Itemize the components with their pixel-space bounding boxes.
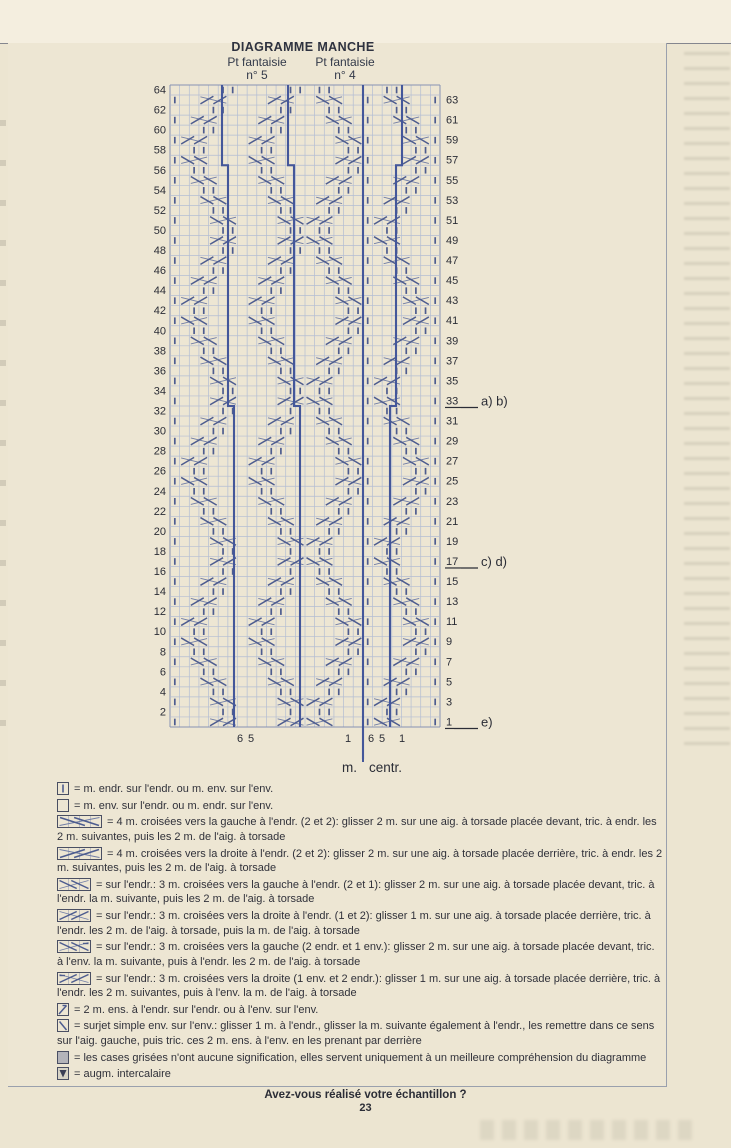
legend-item-text: = 4 m. croisées vers la droite à l'endr. (2 et 2): glisser 2 m. sur une aig. à torsade placée derrière, tric. à endr. les 2 m. suivantes, puis les 2 m. de l'aig. à torsade — [57, 847, 663, 875]
svg-text:30: 30 — [153, 425, 166, 438]
svg-text:38: 38 — [153, 345, 166, 358]
legend-item-text: = m. endr. sur l'endr. ou m. env. sur l'env. — [74, 783, 274, 795]
svg-text:10: 10 — [153, 626, 166, 639]
right-panel-heading — [293, 56, 397, 82]
c4l-symbol-icon — [57, 815, 102, 828]
left-panel-heading-line1: Pt fantaisie — [227, 55, 287, 69]
svg-text:25: 25 — [446, 475, 459, 488]
augm-symbol-icon — [57, 1067, 69, 1080]
svg-text:20: 20 — [153, 525, 166, 538]
svg-text:9: 9 — [446, 636, 453, 649]
svg-text:1: 1 — [446, 716, 453, 729]
svg-text:62: 62 — [153, 104, 166, 117]
svg-text:28: 28 — [153, 445, 166, 458]
c3r-symbol-icon — [57, 909, 91, 922]
svg-text:26: 26 — [153, 465, 166, 478]
legend-item-purl — [57, 799, 663, 814]
svg-text:35: 35 — [446, 375, 459, 388]
page-number: 23 — [359, 1102, 372, 1114]
legend-item-text: = sur l'endr.: 3 m. croisées vers la droite (1 env. et 2 endr.): glisser 1 m. sur une aig. à torsade placée derrière, tric. à l'endr. les 2 m. suivantes, puis à l'env. la m. de l'aig. à torsade — [57, 972, 661, 1000]
legend-item-text: = augm. intercalaire — [74, 1068, 171, 1081]
legend-item-text: = 4 m. croisées vers la gauche à l'endr. (2 et 2): glisser 2 m. sur une aig. à torsade placée devant, tric. à endr. les 2 m. suivantes, puis les 2 m. de l'aig. à torsade — [57, 816, 657, 843]
svg-text:6: 6 — [367, 733, 375, 745]
svg-text:60: 60 — [153, 124, 166, 137]
svg-text:53: 53 — [446, 194, 459, 207]
svg-text:13: 13 — [446, 596, 459, 609]
svg-text:12: 12 — [153, 606, 166, 619]
c3rp-symbol-icon — [57, 972, 91, 985]
svg-text:14: 14 — [153, 586, 166, 599]
svg-text:61: 61 — [446, 114, 459, 127]
right-panel-heading-line1: Pt fantaisie — [315, 55, 375, 69]
svg-text:51: 51 — [446, 214, 459, 227]
svg-text:29: 29 — [446, 435, 459, 448]
svg-text:23: 23 — [446, 495, 459, 508]
scan-bleed-right — [684, 52, 730, 752]
symbol-legend — [57, 782, 663, 1084]
svg-text:45: 45 — [446, 275, 459, 288]
svg-text:50: 50 — [153, 224, 166, 237]
svg-text:59: 59 — [446, 134, 459, 147]
svg-text:58: 58 — [153, 144, 166, 157]
c3lp-symbol-icon — [57, 940, 91, 953]
svg-text:2: 2 — [159, 706, 166, 719]
svg-text:37: 37 — [446, 355, 459, 368]
ssp-symbol-icon — [57, 1019, 69, 1032]
gray-symbol-icon — [57, 1051, 69, 1064]
svg-text:57: 57 — [446, 154, 459, 167]
svg-text:22: 22 — [153, 505, 166, 518]
svg-text:36: 36 — [153, 365, 166, 378]
svg-text:54: 54 — [153, 184, 166, 197]
legend-item-text: = m. env. sur l'endr. ou m. endr. sur l'env. — [74, 799, 274, 812]
legend-item-augm — [57, 1067, 663, 1082]
scan-bleed-bottom — [480, 1120, 700, 1140]
svg-text:31: 31 — [446, 415, 459, 428]
legend-item-k2tog — [57, 1003, 663, 1018]
svg-text:47: 47 — [446, 255, 459, 268]
legend-item-text: = 2 m. ens. à l'endr. sur l'endr. ou à l'env. sur l'env. — [74, 1003, 319, 1016]
legend-item-c4l — [57, 815, 663, 844]
svg-text:3: 3 — [446, 696, 453, 709]
legend-item-gray — [57, 1051, 663, 1066]
legend-item-c3r — [57, 909, 663, 938]
svg-text:55: 55 — [446, 174, 459, 187]
c3l-symbol-icon — [57, 878, 91, 891]
chart-title: DIAGRAMME MANCHE — [231, 40, 375, 54]
svg-text:56: 56 — [153, 164, 166, 177]
svg-text:49: 49 — [446, 234, 459, 247]
k2tog-symbol-icon — [57, 1003, 69, 1016]
svg-text:4: 4 — [159, 686, 166, 699]
legend-item-text: = les cases grisées n'ont aucune signification, elles servent uniquement à un meilleure compréhension du diagramme — [74, 1051, 647, 1064]
svg-text:11: 11 — [446, 616, 458, 629]
svg-text:e): e) — [481, 714, 493, 730]
legend-item-text: = sur l'endr.: 3 m. croisées vers la droite à l'endr. (1 et 2): glisser 1 m. sur une aig. à torsade placée derrière, tric. à l'endr. les 2 m. de l'aig. à torsade, puis la m. de l'aig. à torsade — [57, 910, 651, 937]
svg-text:19: 19 — [446, 535, 459, 548]
c4r-symbol-icon — [57, 847, 102, 860]
legend-item-c3lp — [57, 940, 663, 969]
svg-text:64: 64 — [153, 84, 166, 97]
svg-text:41: 41 — [446, 315, 459, 328]
svg-text:8: 8 — [159, 646, 166, 659]
svg-text:5: 5 — [446, 676, 453, 689]
svg-text:7: 7 — [446, 656, 453, 669]
footer-question: Avez-vous réalisé votre échantillon ? — [264, 1089, 467, 1101]
legend-item-c4r — [57, 847, 663, 876]
legend-item-text: = surjet simple env. sur l'env.: glisser 1 m. à l'endr., glisser la m. suivante également à l'endr., les remettre dans ce sens sur l'aig. gauche, puis tric. ces 2 m. ens. à l'env. en les prenant par derrière — [57, 1020, 655, 1047]
svg-text:32: 32 — [153, 405, 166, 418]
svg-text:63: 63 — [446, 94, 459, 107]
svg-text:48: 48 — [153, 245, 166, 258]
svg-text:m.: m. — [342, 760, 357, 775]
svg-text:6: 6 — [236, 733, 244, 745]
svg-text:1: 1 — [398, 733, 406, 745]
svg-text:5: 5 — [247, 733, 255, 745]
svg-text:21: 21 — [446, 515, 459, 528]
left-panel-heading-line2: n° 5 — [246, 68, 268, 82]
legend-item-c3rp — [57, 972, 663, 1001]
svg-text:42: 42 — [153, 305, 166, 318]
svg-text:18: 18 — [153, 545, 166, 558]
scan-bleed-left — [0, 120, 6, 740]
svg-text:52: 52 — [153, 204, 166, 217]
svg-text:43: 43 — [446, 295, 459, 308]
svg-text:c) d): c) d) — [481, 553, 507, 569]
svg-text:6: 6 — [159, 666, 166, 679]
svg-text:15: 15 — [446, 576, 459, 589]
legend-item-knit — [57, 782, 663, 797]
svg-text:5: 5 — [378, 733, 386, 745]
svg-text:1: 1 — [344, 733, 352, 745]
svg-text:17: 17 — [446, 555, 459, 568]
svg-text:40: 40 — [153, 325, 166, 338]
svg-text:44: 44 — [153, 285, 166, 298]
legend-item-ssp — [57, 1019, 663, 1048]
svg-text:27: 27 — [446, 455, 459, 468]
svg-text:24: 24 — [153, 485, 166, 498]
legend-item-text: = sur l'endr.: 3 m. croisées vers la gauche à l'endr. (2 et 1): glisser 2 m. sur une aig. à torsade placée devant, tric. à l'endr. la m. suivante, puis les 2 m. de l'aig. à torsade — [57, 878, 655, 906]
legend-item-c3l — [57, 878, 663, 907]
svg-text:34: 34 — [153, 385, 166, 398]
svg-text:centr.: centr. — [369, 760, 403, 775]
purl-symbol-icon — [57, 799, 69, 812]
svg-text:a) b): a) b) — [481, 393, 508, 409]
right-panel-heading-line2: n° 4 — [334, 68, 356, 82]
svg-text:39: 39 — [446, 335, 459, 348]
knit-symbol-icon — [57, 782, 69, 795]
svg-text:46: 46 — [153, 265, 166, 278]
legend-item-text: = sur l'endr.: 3 m. croisées vers la gauche (2 endr. et 1 env.): glisser 2 m. sur une aig. à torsade placée devant, tric. à l'env. la m. suivante, puis à l'endr. les 2 m. de l'aig. à torsade — [57, 941, 655, 968]
svg-text:16: 16 — [153, 566, 166, 579]
svg-text:33: 33 — [446, 395, 459, 408]
